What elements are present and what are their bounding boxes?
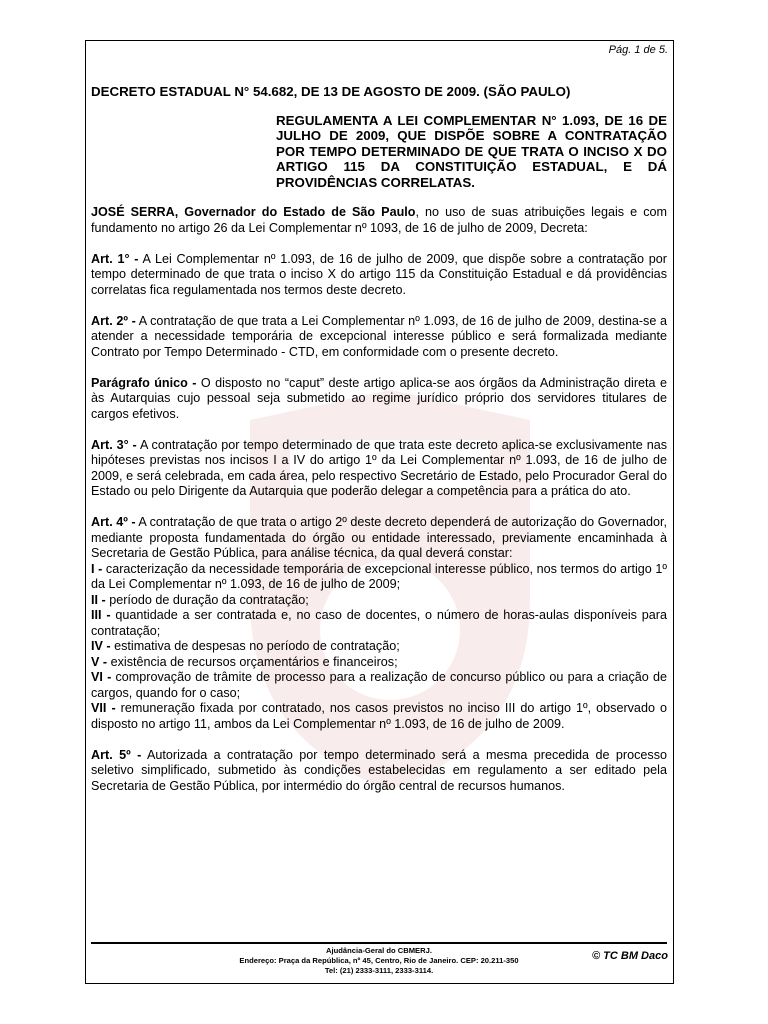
inciso-text: quantidade a ser contratada e, no caso de docentes, o número de horas-aulas disponíveis para contratação; [91,608,667,638]
inciso-text: estimativa de despesas no período de contratação; [110,639,400,653]
article-1 [91,252,667,299]
article-2-text: A contratação de que trata a Lei Complementar nº 1.093, de 16 de julho de 2009, destina-se a atender a necessidade temporária de excepcional interesse público e será formalizada mediante Contrato por Tempo Determinado - CTD, em conformidade com o presente decreto. [91,313,667,359]
article-3-text: A contratação por tempo determinado de que trata este decreto aplica-se exclusivamente nas hipóteses previstas nos incisos I a IV do artigo 1º da Lei Complementar nº 1.093, de 16 de julho de 2009, e será celebrada, em cada área, pelo respectivo Secretário de Estado, pelo Procurador Geral do Estado ou pelo Dirigente da Autarquia que poderão delegar a competência para a prática do ato. [91,437,667,498]
paragrafo-label: Parágrafo único - [91,375,197,390]
paragrafo-unico [91,376,667,423]
preamble-author: JOSÉ SERRA, Governador do Estado de São Paulo [91,205,416,219]
footer [91,946,667,976]
article-4-caput [91,515,667,562]
article-4 [91,515,667,732]
paragrafo-text: O disposto no “caput” deste artigo aplica-se aos órgãos da Administração direta e às Autarquias cujo pessoal seja submetido ao regime jurídico próprio dos servidores titulares de cargos efetivos. [91,375,667,421]
preamble-text: , no uso de suas atribuições legais e com fundamento no artigo 26 da Lei Complementar nº 1093, de 16 de julho de 2009, Decreta: [91,205,667,235]
inciso-label: VI - [91,670,112,684]
footer-line-1: Ajudância-Geral do CBMERJ. [326,946,432,955]
inciso [91,670,667,701]
inciso-label: I - [91,561,103,576]
inciso-text: remuneração fixada por contratado, nos casos previstos no inciso III do artigo 1º, observado o disposto no artigo 11, ambos da Lei Complementar nº 1.093, de 16 de julho de 2009. [91,701,667,731]
article-3-label: Art. 3° - [91,437,137,452]
article-5 [91,748,667,795]
page-number: Pág. 1 de 5. [608,44,668,56]
inciso-text: existência de recursos orçamentários e financeiros; [107,654,398,669]
footer-line-3: Tel: (21) 2333-3111, 2333-3114. [324,966,434,975]
footer-line-2: Endereço: Praça da República, nº 45, Centro, Rio de Janeiro. CEP: 20.211-350 [239,956,519,965]
document-ementa: REGULAMENTA A LEI COMPLEMENTAR N° 1.093, DE 16 DE JULHO DE 2009, QUE DISPÕE SOBRE A CONTRATAÇÃO POR TEMPO DETERMINADO DE QUE TRATA O INCISO X DO ARTIGO 115 DA CONSTITUIÇÃO ESTADUAL, E DÁ PROVIDÊNCIAS CORRELATAS. [276,112,667,190]
inciso [91,639,667,655]
inciso-label: V - [91,654,108,669]
inciso-text: período de duração da contratação; [105,592,309,607]
article-5-text: Autorizada a contratação por tempo determinado será a mesma precedida de processo seletivo simplificado, submetido às condições estabelecidas em regulamento a ser editado pela Secretaria de Gestão Pública, por intermédio do órgão central de recursos humanos. [91,747,667,793]
article-2-label: Art. 2º - [91,313,136,328]
inciso [91,655,667,671]
inciso [91,608,667,639]
inciso [91,593,667,609]
preamble [91,205,667,236]
inciso-label: VII - [91,701,116,715]
inciso [91,562,667,593]
article-4-label: Art. 4º - [91,515,136,529]
document-title: DECRETO ESTADUAL N° 54.682, DE 13 DE AGOSTO DE 2009. (SÃO PAULO) [91,84,571,99]
inciso-label: II - [91,592,106,607]
inciso-label: III - [91,608,111,622]
inciso-label: IV - [91,639,111,653]
document-body [91,84,667,810]
article-5-label: Art. 5º - [91,747,142,762]
article-2 [91,314,667,361]
article-1-text: A Lei Complementar nº 1.093, de 16 de julho de 2009, que dispõe sobre a contratação por tempo determinado de que trata o inciso X do artigo 115 da Constituição Estadual e dá providências correlatas fica regulamentada nos termos deste decreto. [91,251,668,297]
footer-divider [91,942,667,944]
inciso [91,701,667,732]
copyright: © TC BM Daco [592,950,668,962]
inciso-text: caracterização da necessidade temporária de excepcional interesse público, nos termos do artigo 1º da Lei Complementar nº 1.093, de 16 de julho de 2009; [91,561,667,591]
article-3 [91,438,667,500]
article-4-text: A contratação de que trata o artigo 2º deste decreto dependerá de autorização do Governador, mediante proposta fundamentada do órgão ou entidade interessado, previamente encaminhada à Secretaria de Gestão Pública, para análise técnica, da qual deverá constar: [91,515,668,560]
inciso-text: comprovação de trâmite de processo para a realização de concurso público ou para a criação de cargos, quando for o caso; [91,670,667,700]
article-1-label: Art. 1° - [91,251,139,266]
